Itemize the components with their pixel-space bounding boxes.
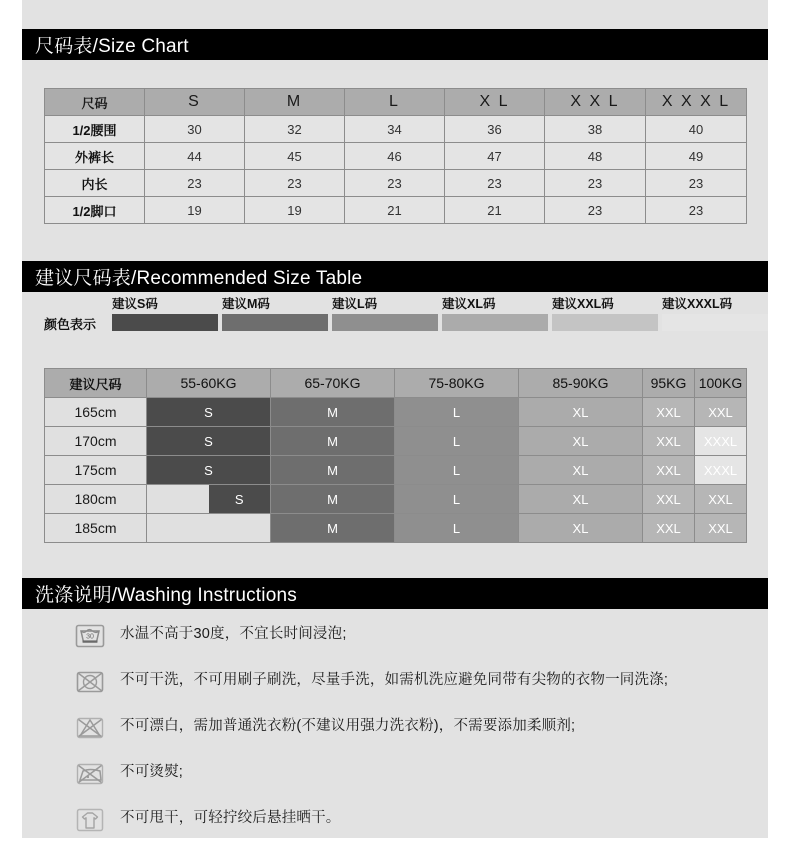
size-recommendation-cell: XXL xyxy=(695,514,747,543)
legend-label: 建议XXL码 xyxy=(552,297,614,311)
size-recommendation-cell xyxy=(147,485,271,514)
recommended-header-cell: 95KG xyxy=(643,369,695,398)
size-recommendation-cell: S xyxy=(147,427,271,456)
washing-instruction-text: 不可甩干，可轻拧绞后悬挂晒干。 xyxy=(120,810,341,826)
legend-swatch xyxy=(662,314,768,331)
size-recommendation-cell: XL xyxy=(519,398,643,427)
size-recommendation-cell: XXL xyxy=(695,485,747,514)
no-dry-clean-icon xyxy=(74,666,106,698)
measurement-value: 30 xyxy=(145,116,245,143)
size-chart-header-cell: X L xyxy=(445,89,545,116)
height-label: 170cm xyxy=(45,427,147,456)
table-row xyxy=(45,116,747,143)
section-header-recommended xyxy=(22,261,768,292)
washing-instruction-text: 水温不高于30度，不宜长时间浸泡; xyxy=(120,626,347,642)
svg-text:30: 30 xyxy=(86,633,94,641)
legend-item xyxy=(222,296,328,331)
washing-instruction-text: 不可干洗，不可用刷子刷洗，尽量手洗，如需机洗应避免同带有尖物的衣物一同洗涤; xyxy=(120,672,669,688)
size-recommendation-cell: M xyxy=(271,514,395,543)
measurement-value: 23 xyxy=(445,170,545,197)
measurement-value: 34 xyxy=(345,116,445,143)
size-recommendation-cell: M xyxy=(271,427,395,456)
measurement-label: 1/2脚口 xyxy=(45,197,145,224)
size-recommendation-cell: M xyxy=(271,398,395,427)
washing-instruction-item xyxy=(74,712,734,744)
legend-label: 建议M码 xyxy=(222,297,270,311)
legend-label: 建议XXXL码 xyxy=(662,297,733,311)
legend-title: 颜色表示 xyxy=(44,317,97,332)
table-row xyxy=(45,427,747,456)
table-row xyxy=(45,456,747,485)
measurement-value: 23 xyxy=(345,170,445,197)
washing-instruction-text: 不可漂白，需加普通洗衣粉(不建议用强力洗衣粉)，不需要添加柔顺剂; xyxy=(120,718,576,734)
measurement-value: 38 xyxy=(545,116,646,143)
size-recommendation-cell: XXL xyxy=(643,427,695,456)
washing-instruction-text: 不可烫熨; xyxy=(120,764,184,780)
legend-item xyxy=(332,296,438,331)
measurement-value: 40 xyxy=(646,116,747,143)
size-recommendation-cell: S xyxy=(147,456,271,485)
washing-instruction-item xyxy=(74,804,734,836)
legend-label: 建议S码 xyxy=(112,297,158,311)
no-tumble-dry-icon xyxy=(74,804,106,836)
size-recommendation-cell: M xyxy=(271,485,395,514)
measurement-value: 36 xyxy=(445,116,545,143)
table-row xyxy=(45,143,747,170)
size-recommendation-cell: XXL xyxy=(643,398,695,427)
height-label: 175cm xyxy=(45,456,147,485)
table-row xyxy=(45,170,747,197)
size-recommendation-cell: XXL xyxy=(643,514,695,543)
table-row xyxy=(45,485,747,514)
height-label: 165cm xyxy=(45,398,147,427)
size-recommendation-cell: XXL xyxy=(643,485,695,514)
legend-swatch xyxy=(552,314,658,331)
washing-instruction-item xyxy=(74,666,734,698)
size-chart-header-cell: X X L xyxy=(545,89,646,116)
recommended-header-cell: 85-90KG xyxy=(519,369,643,398)
cell-empty-half xyxy=(147,485,209,513)
size-recommendation-cell: XL xyxy=(519,427,643,456)
measurement-value: 49 xyxy=(646,143,747,170)
color-legend xyxy=(44,296,754,340)
recommended-header-cell: 75-80KG xyxy=(395,369,519,398)
table-row xyxy=(45,398,747,427)
legend-swatch xyxy=(332,314,438,331)
measurement-label: 内长 xyxy=(45,170,145,197)
size-recommendation-cell: XXXL xyxy=(695,456,747,485)
wash-tub-30-icon xyxy=(74,620,106,652)
measurement-value: 21 xyxy=(445,197,545,224)
no-iron-icon xyxy=(74,758,106,790)
size-recommendation-cell: XXXL xyxy=(695,427,747,456)
recommended-header-cell: 65-70KG xyxy=(271,369,395,398)
measurement-value: 23 xyxy=(646,170,747,197)
recommended-header-cell: 100KG xyxy=(695,369,747,398)
measurement-value: 21 xyxy=(345,197,445,224)
legend-item xyxy=(662,296,768,331)
height-label: 185cm xyxy=(45,514,147,543)
legend-swatch xyxy=(112,314,218,331)
size-recommendation-cell xyxy=(147,514,271,543)
size-recommendation-cell: L xyxy=(395,514,519,543)
legend-item xyxy=(442,296,548,331)
section-title-size-chart: 尺码表/Size Chart xyxy=(35,36,189,57)
measurement-value: 19 xyxy=(145,197,245,224)
section-title-recommended: 建议尺码表/Recommended Size Table xyxy=(35,268,363,289)
legend-item xyxy=(552,296,658,331)
recommended-header-cell: 55-60KG xyxy=(147,369,271,398)
no-bleach-icon xyxy=(74,712,106,744)
measurement-value: 23 xyxy=(646,197,747,224)
measurement-label: 1/2腰围 xyxy=(45,116,145,143)
measurement-value: 23 xyxy=(145,170,245,197)
washing-instruction-item xyxy=(74,758,734,790)
size-chart-header-cell: L xyxy=(345,89,445,116)
measurement-value: 32 xyxy=(245,116,345,143)
size-chart-header-cell: X X X L xyxy=(646,89,747,116)
section-title-washing: 洗涤说明/Washing Instructions xyxy=(35,585,297,606)
table-row xyxy=(45,197,747,224)
size-recommendation-cell: L xyxy=(395,456,519,485)
size-recommendation-cell: L xyxy=(395,485,519,514)
measurement-value: 23 xyxy=(245,170,345,197)
washing-instruction-item xyxy=(74,620,734,652)
measurement-value: 44 xyxy=(145,143,245,170)
size-chart-header-cell: S xyxy=(145,89,245,116)
recommended-header-row xyxy=(45,369,747,398)
size-recommendation-cell: M xyxy=(271,456,395,485)
recommended-header-cell: 建议尺码 xyxy=(45,369,147,398)
measurement-value: 47 xyxy=(445,143,545,170)
table-row xyxy=(45,514,747,543)
recommended-size-table xyxy=(44,368,747,543)
legend-swatch xyxy=(222,314,328,331)
legend-swatch xyxy=(442,314,548,331)
measurement-value: 23 xyxy=(545,197,646,224)
size-chart-header-cell: M xyxy=(245,89,345,116)
size-recommendation-cell: XL xyxy=(519,514,643,543)
size-recommendation-cell: XL xyxy=(519,456,643,485)
measurement-value: 45 xyxy=(245,143,345,170)
height-label: 180cm xyxy=(45,485,147,514)
measurement-value: 46 xyxy=(345,143,445,170)
size-recommendation-cell: L xyxy=(395,427,519,456)
legend-label: 建议XL码 xyxy=(442,297,496,311)
section-header-size-chart xyxy=(22,29,768,60)
section-header-washing xyxy=(22,578,768,609)
legend-label: 建议L码 xyxy=(332,297,378,311)
legend-item xyxy=(112,296,218,331)
size-recommendation-cell: XXL xyxy=(695,398,747,427)
size-chart-header-row xyxy=(45,89,747,116)
measurement-label: 外裤长 xyxy=(45,143,145,170)
cell-size-half: S xyxy=(209,485,271,513)
size-recommendation-cell: XXL xyxy=(643,456,695,485)
size-chart-table xyxy=(44,88,747,224)
size-recommendation-cell: XL xyxy=(519,485,643,514)
measurement-value: 19 xyxy=(245,197,345,224)
measurement-value: 48 xyxy=(545,143,646,170)
washing-instruction-list xyxy=(74,620,734,850)
size-recommendation-cell: L xyxy=(395,398,519,427)
size-chart-header-cell: 尺码 xyxy=(45,89,145,116)
measurement-value: 23 xyxy=(545,170,646,197)
size-recommendation-cell: S xyxy=(147,398,271,427)
